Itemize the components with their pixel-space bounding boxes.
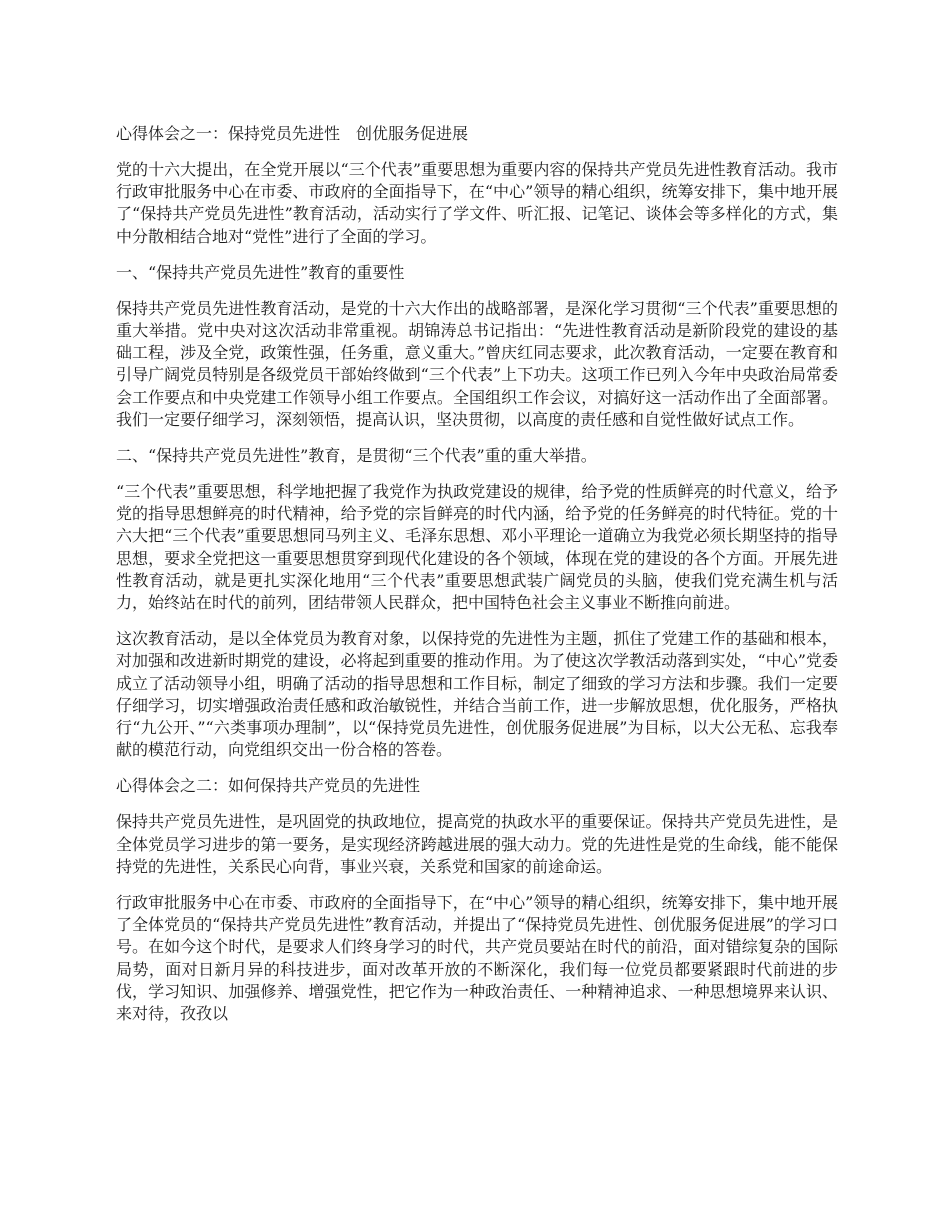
paragraph-education-activity: 这次教育活动，是以全体党员为教育对象，以保持党的先进性为主题，抓住了党建工作的基础和根本，对加强和改进新时期党的建设，必将起到重要的推动作用。为了使这次学教活动落到实处，“中心”党委成立了活动领导小组，明确了活动的指导思想和工作目标，制定了细致的学习方法和步骤。我们一定要仔细学习，切实增强政治责任感和政治敏锐性，并结合当前工作，进一步解放思想，优化服务，严格执行“九公开、”“六类事项办理制”，以“保持党员先进性，创优服务促进展”为目标，以大公无私、忘我奉献的模范行动，向党组织交出一份合格的答卷。 — [116, 629, 838, 760]
document-page — [116, 123, 838, 1039]
paragraph-intro: 党的十六大提出，在全党开展以“三个代表”重要思想为重要内容的保持共产党员先进性教育活动。我市行政审批服务中心在市委、市政府的全面指导下，在“中心”领导的精心组织，统筹安排下，集中地开展了“保持共产党员先进性”教育活动，活动实行了学文件、听汇报、记笔记、谈体会等多样化的方式，集中分散相结合地对“党性”进行了全面的学习。 — [116, 160, 838, 246]
section-heading-2: 二、“保持共产党员先进性”教育，是贯彻“三个代表”重的重大举措。 — [116, 446, 597, 466]
paragraph-service-center: 行政审批服务中心在市委、市政府的全面指导下，在“中心”领导的精心组织，统筹安排下，集中地开展了全体党员的“保持共产党员先进性”教育活动，并提出了“保持党员先进性、创优服务促进展”的学习口号。在如今这个时代，是要求人们终身学习的时代，共产党员要站在时代的前沿，面对错综复杂的国际局势，面对日新月异的科技进步，面对改革开放的不断深化，我们每一位党员都要紧跟时代前进的步伐，学习知识、加强修养、增强党性，把它作为一种政治责任、一种精神追求、一种思想境界来认识、来对待，孜孜以 — [116, 893, 838, 1024]
section-heading-1: 一、“保持共产党员先进性”教育的重要性 — [116, 262, 405, 282]
paragraph-advancement: 保持共产党员先进性，是巩固党的执政地位，提高党的执政水平的重要保证。保持共产党员先进性，是全体党员学习进步的第一要务，是实现经济跨越进展的强大动力。党的先进性是党的生命线，能不能保持党的先进性，关系民心向背，事业兴衰，关系党和国家的前途命运。 — [116, 812, 838, 876]
document-title-2: 心得体会之二：如何保持共产党员的先进性 — [116, 776, 421, 796]
paragraph-importance: 保持共产党员先进性教育活动，是党的十六大作出的战略部署，是深化学习贯彻“三个代表”重要思想的重大举措。党中央对这次活动非常重视。胡锦涛总书记指出：“先进性教育活动是新阶段党的建设的基础工程，涉及全党，政策性强，任务重，意义重大。”曾庆红同志要求，此次教育活动，一定要在教育和引导广阔党员特别是各级党员干部始终做到“三个代表”上下功夫。这项工作已列入今年中央政治局常委会工作要点和中央党建工作领导小组工作要点。全国组织工作会议，对搞好这一活动作出了全面部署。我们一定要仔细学习，深刻领悟，提高认识，坚决贯彻，以高度的责任感和自觉性做好试点工作。 — [116, 298, 838, 429]
document-title-1: 心得体会之一：保持党员先进性 创优服务促进展 — [116, 124, 469, 143]
paragraph-three-represents: “三个代表”重要思想，科学地把握了我党作为执政党建设的规律，给予党的性质鲜亮的时代意义，给予党的指导思想鲜亮的时代精神，给予党的宗旨鲜亮的时代内涵，给予党的任务鲜亮的时代特征。党的十六大把“三个代表”重要思想同马列主义、毛泽东思想、邓小平理论一道确立为我党必须长期坚持的指导思想，要求全党把这一重要思想贯穿到现代化建设的各个领域，体现在党的建设的各个方面。开展先进性教育活动，就是更扎实深化地用“三个代表”重要思想武装广阔党员的头脑，使我们党充满生机与活力，始终站在时代的前列，团结带领人民群众，把中国特色社会主义事业不断推向前进。 — [116, 482, 838, 613]
